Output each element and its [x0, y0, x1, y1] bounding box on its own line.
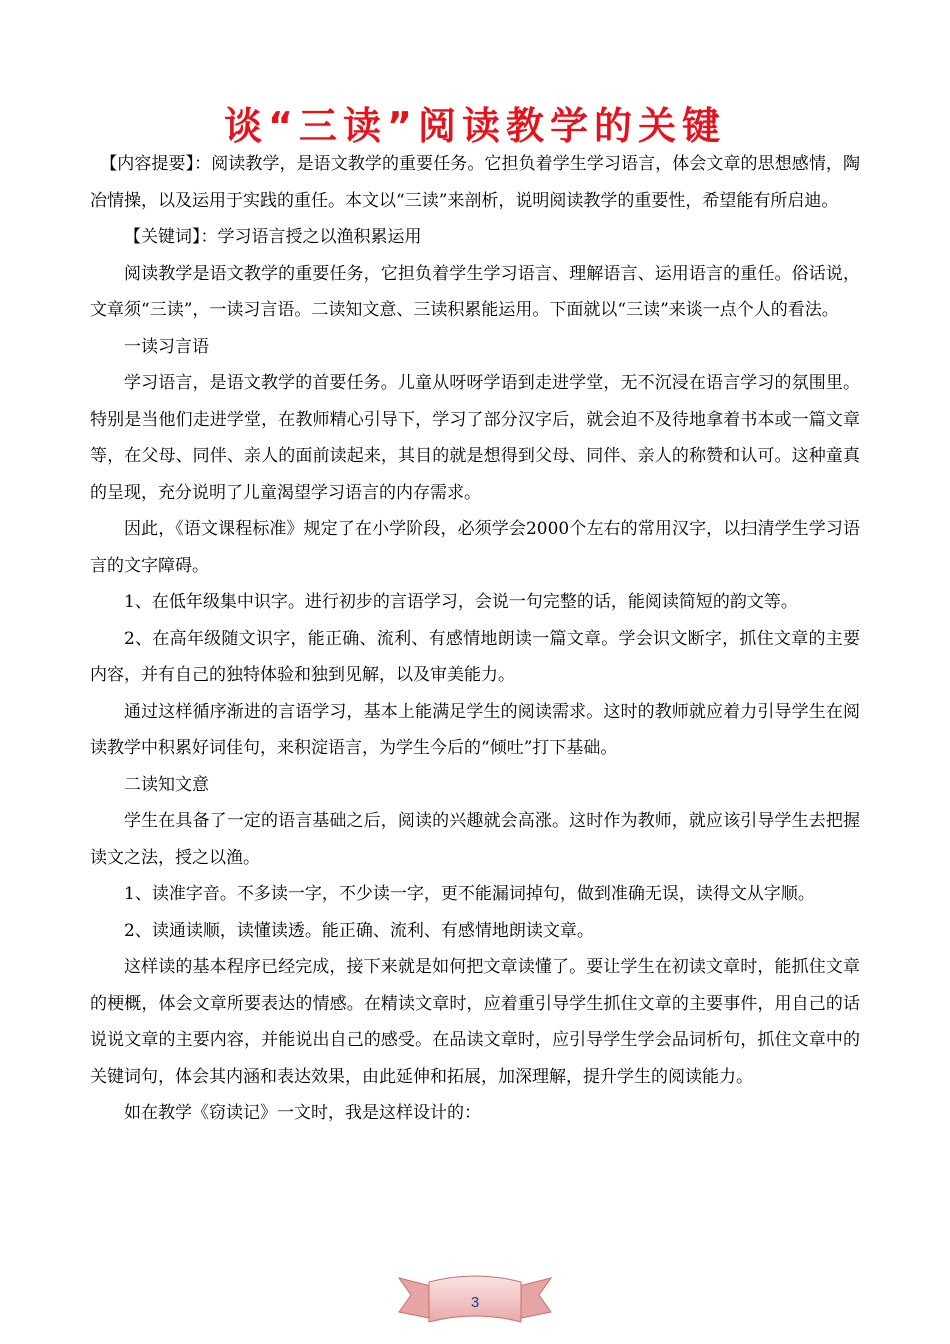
list-item: 2、在高年级随文识字，能正确、流利、有感情地朗读一篇文章。学会识文断字，抓住文章的主要内容，并有自己的独特体验和独到见解，以及审美能力。 — [90, 628, 860, 685]
page-number: 3 — [470, 1294, 480, 1311]
body-paragraph: 阅读教学是语文教学的重要任务，它担负着学生学习语言、理解语言、运用语言的重任。俗话说，文章须“三读”，一读习言语。二读知文意、三读积累能运用。下面就以“三读”来谈一点个人的看法。 — [90, 263, 860, 320]
keywords-paragraph: 【关键词】：学习语言授之以渔积累运用 — [124, 227, 422, 247]
document-body — [90, 146, 860, 1132]
body-paragraph: 如在教学《窃读记》一文时，我是这样设计的： — [124, 1103, 481, 1123]
body-paragraph: 通过这样循序渐进的言语学习，基本上能满足学生的阅读需求。这时的教师就应着力引导学生在阅读教学中积累好词佳句，来积淀语言，为学生今后的“倾吐”打下基础。 — [90, 701, 860, 758]
list-item: 1、在低年级集中识字。进行初步的言语学习，会说一句完整的话，能阅读简短的韵文等。 — [124, 592, 798, 612]
body-paragraph: 这样读的基本程序已经完成，接下来就是如何把文章读懂了。要让学生在初读文章时，能抓住文章的梗概，体会文章所要表达的情感。在精读文章时，应着重引导学生抓住文章的主要事件，用自己的话说说文章的主要内容，并能说出自己的感受。在品读文章时，应引导学生学会品词析句，抓住文章中的关键词句，体会其内涵和表达效果，由此延伸和拓展，加深理解，提升学生的阅读能力。 — [90, 957, 860, 1087]
page-footer — [395, 1268, 555, 1334]
section-heading: 二读知文意 — [124, 774, 209, 795]
abstract-paragraph: 【内容提要】：阅读教学，是语文教学的重要任务。它担负着学生学习语言，体会文章的思想感情，陶冶情操，以及运用于实践的重任。本文以“三读”来剖析，说明阅读教学的重要性，希望能有所启迪。 — [90, 154, 860, 211]
list-item: 1、读准字音。不多读一字，不少读一字，更不能漏词掉句，做到准确无误，读得文从字顺。 — [124, 884, 815, 904]
document-title: 谈“三读”阅读教学的关键 — [224, 104, 726, 148]
section-heading: 一读习言语 — [124, 336, 209, 357]
list-item: 2、读通读顺，读懂读透。能正确、流利、有感情地朗读文章。 — [124, 920, 594, 941]
body-paragraph: 学习语言，是语文教学的首要任务。儿童从呀呀学语到走进学堂，无不沉浸在语言学习的氛围里。特别是当他们走进学堂，在教师精心引导下，学习了部分汉字后，就会迫不及待地拿着书本或一篇文章等，在父母、同伴、亲人的面前读起来，其目的就是想得到父母、同伴、亲人的称赞和认可。这种童真的呈现，充分说明了儿童渴望学习语言的内存需求。 — [90, 373, 860, 503]
body-paragraph: 因此，《语文课程标准》规定了在小学阶段，必须学会2000个左右的常用汉字，以扫清学生学习语言的文字障碍。 — [90, 519, 860, 576]
body-paragraph: 学生在具备了一定的语言基础之后，阅读的兴趣就会高涨。这时作为教师，就应该引导学生去把握读文之法，授之以渔。 — [90, 811, 860, 868]
